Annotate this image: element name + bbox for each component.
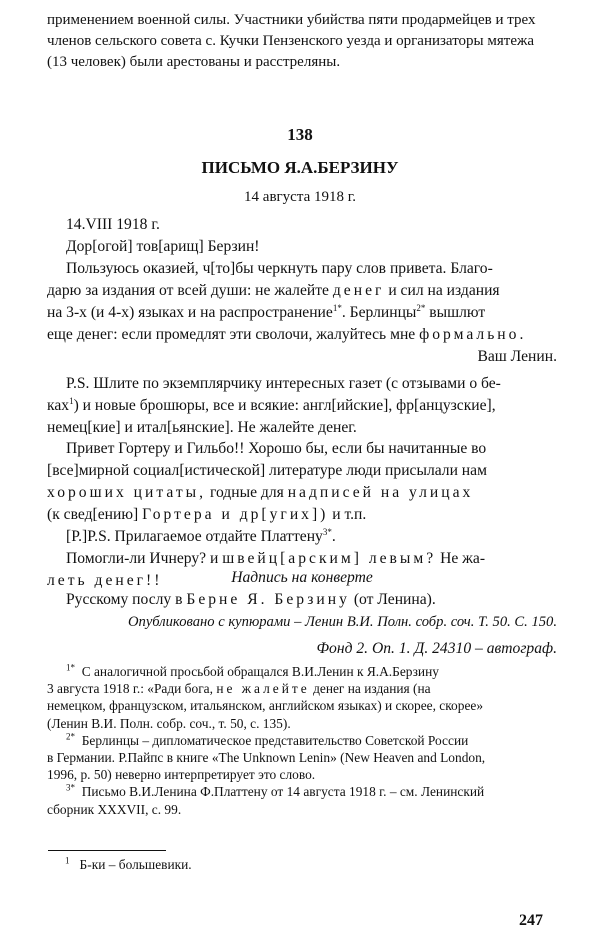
- page-number: 247: [519, 912, 543, 929]
- footnote: [65, 857, 192, 873]
- letter-line: (к свед[ению] Гортера и др[угих]) и т.п.: [47, 506, 367, 523]
- letter-line: немец[кие] и итал[ьянские]. Не жалейте денег.: [47, 419, 357, 436]
- note-line: в Германии. Р.Пайпс в книге «The Unknown Lenin» (New Heaven and London,: [47, 750, 486, 766]
- note-ref: 3*: [322, 526, 332, 537]
- document-date: 14 августа 1918 г.: [244, 189, 356, 205]
- letter-line: дарю за издания от всей души: не жалейте денег и сил на издания: [47, 282, 500, 299]
- footnote-mark: 1: [65, 855, 70, 866]
- editor-notes: [47, 663, 557, 818]
- publication-note: Опубликовано с купюрами – Ленин В.И. Полн. собр. соч. Т. 50. С. 150.: [127, 614, 557, 630]
- note-ref: 1*: [332, 302, 342, 313]
- footnote-divider: [48, 850, 166, 851]
- intro-line: (13 человек) были арестованы и расстреляны.: [47, 54, 341, 70]
- note-line: $^{1*}$ С аналогичной просьбой обращался В.И.Ленин к Я.А.Берзину: [66, 663, 439, 679]
- note-mark: 2*: [66, 731, 75, 742]
- note-line: $^{3*}$ Письмо В.И.Ленина Ф.Платтену от 14 августа 1918 г. – см. Ленинский: [66, 783, 485, 800]
- letter-line: Привет Гортеру и Гильбо!! Хорошо бы, если бы начитанные во: [66, 440, 487, 457]
- spaced-text: денег: [332, 282, 385, 299]
- note-ref: 2*: [416, 302, 426, 313]
- envelope-section: [47, 567, 557, 660]
- letter-line: P.S. Шлите по экземплярчику интересных газет (с отзывами о бе-: [66, 375, 501, 392]
- note-line: немецком, французском, итальянском, английском языках) и скорее, скорее»: [47, 698, 484, 714]
- intro-line: применением военной силы. Участники убийства пяти продармейцев и трех: [47, 12, 536, 28]
- letter-body: [47, 214, 557, 368]
- note-line: сборник XXXVII, с. 99.: [47, 801, 182, 817]
- note-mark: 3*: [66, 783, 75, 793]
- letter-line: [все]мирной социал[истической] литературе люди присылали нам: [47, 462, 487, 479]
- envelope-heading: Надпись на конверте: [231, 569, 373, 586]
- note-mark: 1*: [66, 663, 75, 673]
- letter-line: ках$^1$) и новые брошюры, все и всякие: англ[ийские], фр[анцузские],: [47, 395, 496, 414]
- signature: Ваш Ленин.: [477, 348, 557, 365]
- postscript: [47, 373, 557, 439]
- document-title: ПИСЬМО Я.А.БЕРЗИНУ: [201, 158, 399, 177]
- note-line: 3 августа 1918 г.: «Ради бога, не жалейте денег на издания (на: [47, 681, 431, 697]
- footnote-text: Б-ки – большевики.: [79, 857, 192, 872]
- letter-line: хороших цитаты, годные для надписей на улицах: [47, 484, 474, 501]
- letter-line: на 3-х (и 4-х) языках и на распространение$^{1*}$. Берлинцы$^{2*}$ вышлют: [47, 302, 486, 321]
- note-line: $^{2*}$ Берлинцы – дипломатическое представительство Советской России: [66, 731, 469, 748]
- intro-paragraph: [47, 10, 557, 73]
- note-line: 1996, p. 50) неверно интерпретирует это слово.: [47, 767, 316, 783]
- intro-line: членов сельского совета с. Кучки Пензенского уезда и организаторы мятежа: [47, 33, 535, 49]
- letter-line: леть денег!!: [47, 572, 163, 589]
- letter-line: Помогли-ли Ичнеру? и швейц[арским] левым? Не жа-: [66, 550, 486, 567]
- letter-greeting: Дор[огой] тов[арищ] Берзин!: [66, 238, 260, 255]
- letter-line: [P.]P.S. Прилагаемое отдайте Платтену$^{3*}$.: [66, 526, 336, 545]
- letter-date: 14.VIII 1918 г.: [66, 216, 160, 233]
- envelope-text: Русскому послу в Берне Я. Берзину (от Ленина).: [66, 591, 436, 608]
- letter-line: Пользуюсь оказией, ч[то]бы черкнуть пару слов привета. Благо-: [66, 260, 493, 277]
- document-number: 138: [287, 125, 313, 144]
- spaced-text: формально.: [419, 326, 527, 343]
- letter-line: еще денег: если промедлят эти сволочи, жалуйтесь мне формально.: [47, 326, 527, 343]
- note-line: (Ленин В.И. Полн. собр. соч., т. 50, с. 135).: [47, 715, 291, 731]
- note-ref: 1: [69, 395, 74, 406]
- archive-reference: Фонд 2. Оп. 1. Д. 24310 – автограф.: [316, 640, 557, 657]
